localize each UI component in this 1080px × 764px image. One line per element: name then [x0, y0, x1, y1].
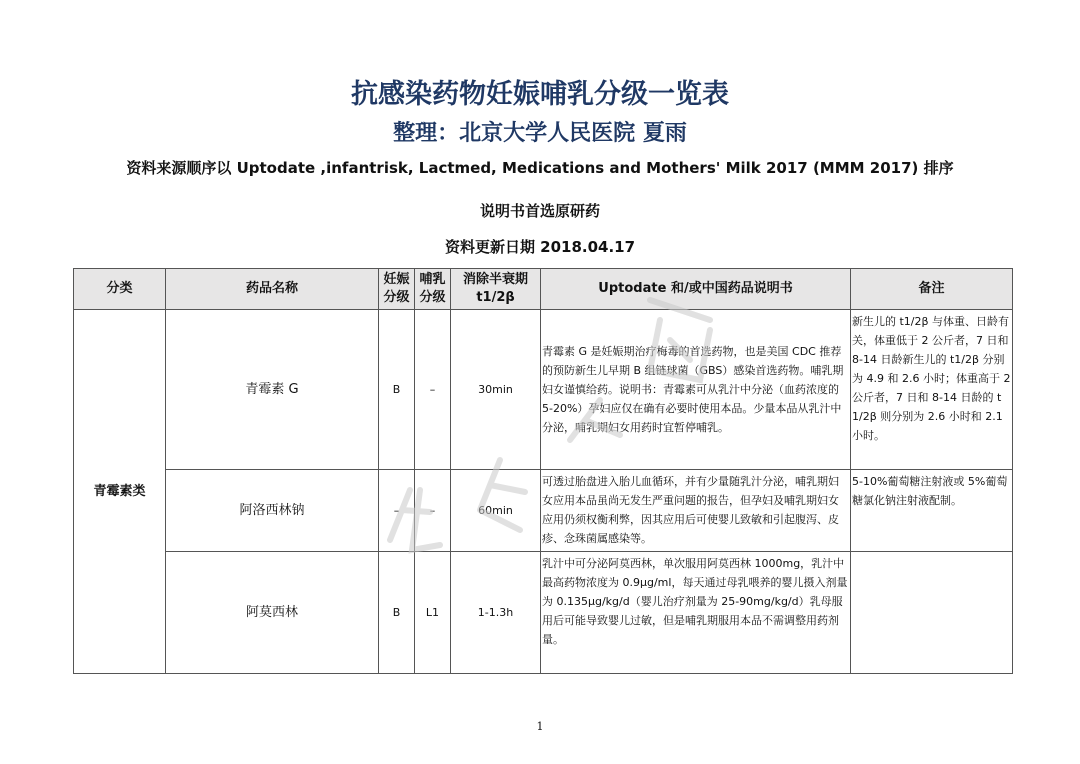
remarks-text: 5-10%葡萄糖注射液或 5%葡萄糖氯化钠注射液配制。	[851, 470, 1013, 552]
header-halflife: 消除半衰期 t1/2β	[451, 269, 541, 310]
header-label: Uptodate 和/或中国药品说明书	[541, 269, 851, 310]
drug-name: 阿洛西林钠	[166, 470, 379, 552]
category-cell: 青霉素类	[74, 310, 166, 674]
table-row	[74, 470, 1013, 552]
source-note: 资料来源顺序以 Uptodate ,infantrisk, Lactmed, Medications and Mothers' Milk 2017 (MMM 2017) 排序	[126, 159, 954, 177]
page-subtitle: 整理：北京大学人民医院 夏雨	[393, 121, 687, 146]
label-note: 说明书首选原研药	[479, 202, 600, 220]
drug-name: 青霉素 G	[166, 310, 379, 470]
half-life: 60min	[451, 470, 541, 552]
label-text: 乳汁中可分泌阿莫西林，单次服用阿莫西林 1000mg，乳汁中最高药物浓度为 0.9μg/ml，每天通过母乳喂养的婴儿摄入剂量为 0.135μg/kg/d（婴儿治疗剂量为 25-90mg/kg/d）乳母服用后可能导致婴儿过敏，但是哺乳期服用本品不需调整用药剂量。	[541, 552, 851, 674]
half-life: 1-1.3h	[451, 552, 541, 674]
header-lactation: 哺乳分级	[415, 269, 451, 310]
header-remarks: 备注	[851, 269, 1013, 310]
drug-table	[73, 268, 1013, 674]
pregnancy-grade: –	[379, 470, 415, 552]
update-date: 资料更新日期 2018.04.17	[444, 238, 636, 256]
header-drug: 药品名称	[166, 269, 379, 310]
lactation-grade: –	[415, 470, 451, 552]
lactation-grade: –	[415, 310, 451, 470]
drug-name: 阿莫西林	[166, 552, 379, 674]
label-text: 青霉素 G 是妊娠期治疗梅毒的首选药物，也是美国 CDC 推荐的预防新生儿早期 B 组链球菌（GBS）感染首选药物。哺乳期妇女谨慎给药。说明书：青霉素可从乳汁中分泌（血药浓度的 5-20%）孕妇应仅在确有必要时使用本品。少量本品从乳汁中分泌，哺乳期妇女用药时宜暂停哺乳。	[541, 310, 851, 470]
remarks-text: 新生儿的 t1/2β 与体重、日龄有关，体重低于 2 公斤者，7 日和 8-14 日龄新生儿的 t1/2β 分别为 4.9 和 2.6 小时；体重高于 2 公斤者，7 日和 8-14 日龄的 t1/2β 则分别为 2.6 小时和 2.1 小时。	[851, 310, 1013, 470]
pregnancy-grade: B	[379, 310, 415, 470]
pregnancy-grade: B	[379, 552, 415, 674]
header-category: 分类	[74, 269, 166, 310]
label-text: 可透过胎盘进入胎儿血循环，并有少量随乳汁分泌，哺乳期妇女应用本品虽尚无发生严重问题的报告，但孕妇及哺乳期妇女应用仍须权衡利弊，因其应用后可使婴儿致敏和引起腹泻、皮疹、念珠菌属感染等。	[541, 470, 851, 552]
remarks-text	[851, 552, 1013, 674]
table-row	[74, 310, 1013, 470]
table-header-row	[74, 269, 1013, 310]
header-pregnancy: 妊娠分级	[379, 269, 415, 310]
half-life: 30min	[451, 310, 541, 470]
table-row	[74, 552, 1013, 674]
lactation-grade: L1	[415, 552, 451, 674]
page-number: 1	[536, 720, 544, 733]
page-title: 抗感染药物妊娠哺乳分级一览表	[351, 79, 729, 110]
